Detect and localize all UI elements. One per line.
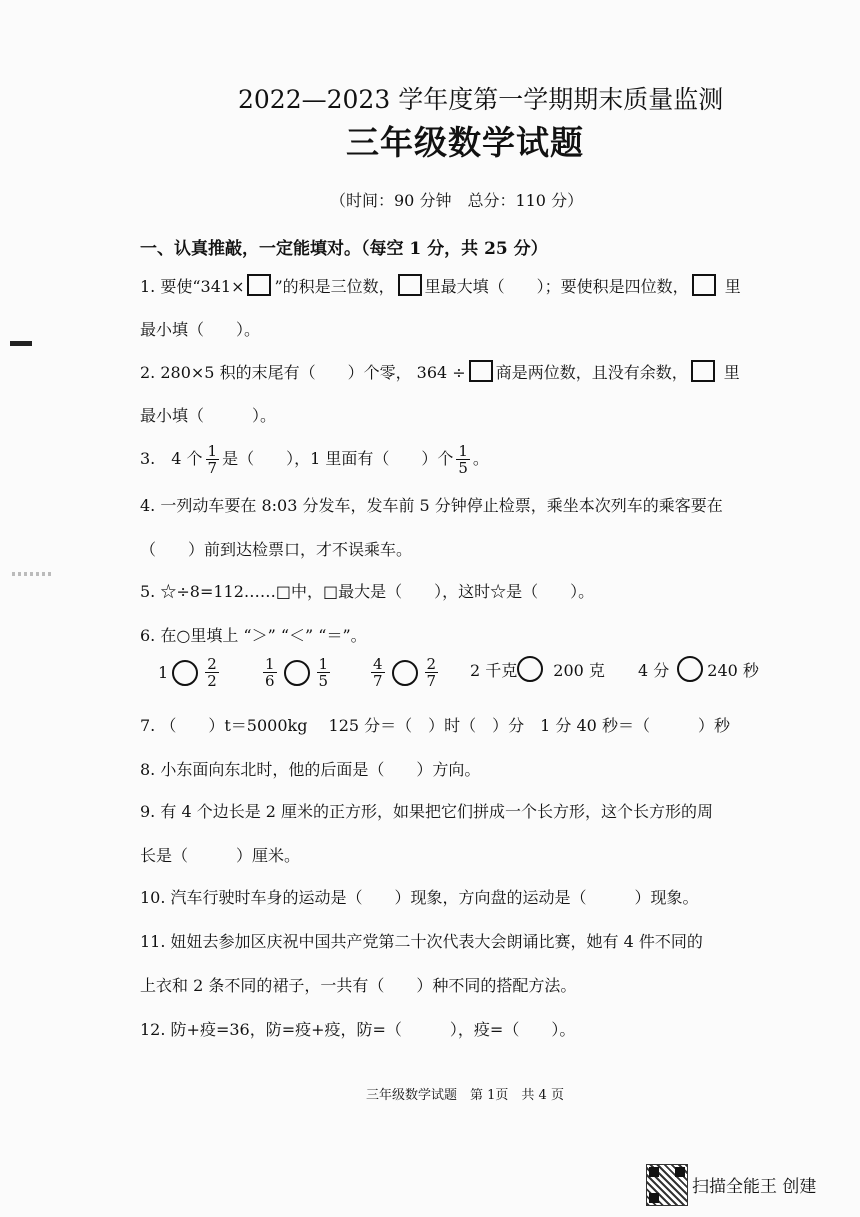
- denominator: 7: [373, 672, 383, 690]
- compare-left: 4 分: [638, 660, 670, 680]
- scanner-watermark: 扫描全能王 创建: [692, 1177, 817, 1197]
- scan-speck: [12, 572, 52, 576]
- question-3: [140, 440, 489, 478]
- question-2-cont: 最小填（ ）。: [140, 406, 277, 425]
- question-4: 4. 一列动车要在 8:03 分发车，发车前 5 分钟停止检票，乘坐本次列车的乘客要在: [140, 496, 723, 515]
- page-footer: 三年级数学试题 第 1页 共 4 页: [366, 1088, 564, 1103]
- fraction: [371, 656, 385, 689]
- question-4-cont: （ ）前到达检票口，才不误乘车。: [140, 540, 413, 559]
- compare-right: 200 克: [553, 660, 605, 680]
- compare-left: 2 千克: [470, 660, 518, 680]
- question-11-cont: 上衣和 2 条不同的裙子，一共有（ ）种不同的搭配方法。: [140, 976, 577, 995]
- question-1-cont: 最小填（ ）。: [140, 320, 261, 339]
- question-12: 12. 防+疫=36，防=疫+疫，防=（ ），疫=（ ）。: [140, 1020, 576, 1039]
- answer-box: [692, 274, 716, 296]
- question-2: [140, 360, 740, 385]
- exam-period-title: 2022—2023 学年度第一学期期末质量监测: [238, 85, 724, 114]
- compare-right: 240 秒: [707, 660, 759, 680]
- compare-circle: [284, 660, 310, 686]
- compare-left: 1: [158, 663, 169, 682]
- question-7: 7. （ ）t＝5000kg 125 分＝（ ）时（ ）分 1 分 40 秒＝（ ）秒: [140, 716, 730, 735]
- q1-text-a: 1. 要使“341×: [140, 277, 245, 296]
- fraction: [425, 656, 439, 689]
- denominator: 7: [426, 672, 437, 690]
- compare-circle: [172, 660, 198, 686]
- time-info: （时间：90 分钟 总分：110 分）: [330, 191, 584, 210]
- denominator: 6: [265, 672, 275, 690]
- compare-item-4: [470, 656, 605, 682]
- qr-code-icon: [646, 1164, 688, 1206]
- question-9: 9. 有 4 个边长是 2 厘米的正方形，如果把它们拼成一个长方形，这个长方形的周: [140, 802, 714, 821]
- fraction: [206, 443, 220, 476]
- numerator: 4: [373, 655, 383, 673]
- numerator: 2: [426, 655, 437, 673]
- q2-text-b: 商是两位数，且没有余数，: [495, 363, 688, 382]
- question-11: 11. 妞妞去参加区庆祝中国共产党第二十次代表大会朗诵比赛，她有 4 件不同的: [140, 932, 703, 951]
- answer-box: [691, 360, 715, 382]
- exam-subject-title: 三年级数学试题: [346, 123, 584, 162]
- question-5: 5. ☆÷8=112……□中，□最大是（ ），这时☆是（ ）。: [140, 582, 595, 601]
- denominator: 7: [207, 458, 218, 477]
- fraction: [205, 656, 219, 689]
- denominator: 5: [458, 458, 468, 477]
- scan-mark: [10, 341, 32, 346]
- q3-text-b: 是（ ），1 里面有（ ）个: [222, 449, 454, 468]
- denominator: 2: [207, 672, 217, 690]
- answer-box: [398, 274, 422, 296]
- section-heading: 一、认真推敲，一定能填对。（每空 1 分，共 25 分）: [140, 239, 548, 259]
- denominator: 5: [318, 672, 329, 690]
- compare-item-3: [368, 656, 441, 689]
- compare-circle: [392, 660, 418, 686]
- compare-item-2: [260, 656, 333, 689]
- answer-box: [469, 360, 493, 382]
- numerator: 1: [458, 441, 468, 460]
- question-6: 6. 在○里填上 “＞” “＜” “＝”。: [140, 626, 367, 645]
- numerator: 1: [265, 655, 275, 673]
- numerator: 1: [318, 655, 329, 673]
- q3-text-a: 3. 4 个: [140, 449, 203, 468]
- compare-item-5: [638, 656, 759, 682]
- q1-text-c: 里最大填（ ）；要使积是四位数，: [424, 277, 689, 296]
- q2-text-c: 里: [723, 363, 740, 382]
- numerator: 2: [207, 655, 217, 673]
- fraction: [263, 656, 277, 689]
- compare-circle: [517, 656, 543, 682]
- question-10: 10. 汽车行驶时车身的运动是（ ）现象，方向盘的运动是（ ）现象。: [140, 888, 699, 907]
- answer-box: [247, 274, 271, 296]
- q1-text-d: 里: [724, 277, 741, 296]
- question-8: 8. 小东面向东北时，他的后面是（ ）方向。: [140, 760, 481, 779]
- fraction: [317, 656, 331, 689]
- q1-text-b: ”的积是三位数，: [274, 277, 395, 296]
- numerator: 1: [207, 441, 218, 460]
- q3-text-c: 。: [472, 449, 489, 468]
- question-1: [140, 274, 741, 299]
- compare-circle: [677, 656, 703, 682]
- q2-text-a: 2. 280×5 积的末尾有（ ）个零， 364 ÷: [140, 363, 466, 382]
- question-9-cont: 长是（ ）厘米。: [140, 846, 301, 865]
- fraction: [456, 443, 470, 476]
- compare-item-1: [158, 656, 222, 689]
